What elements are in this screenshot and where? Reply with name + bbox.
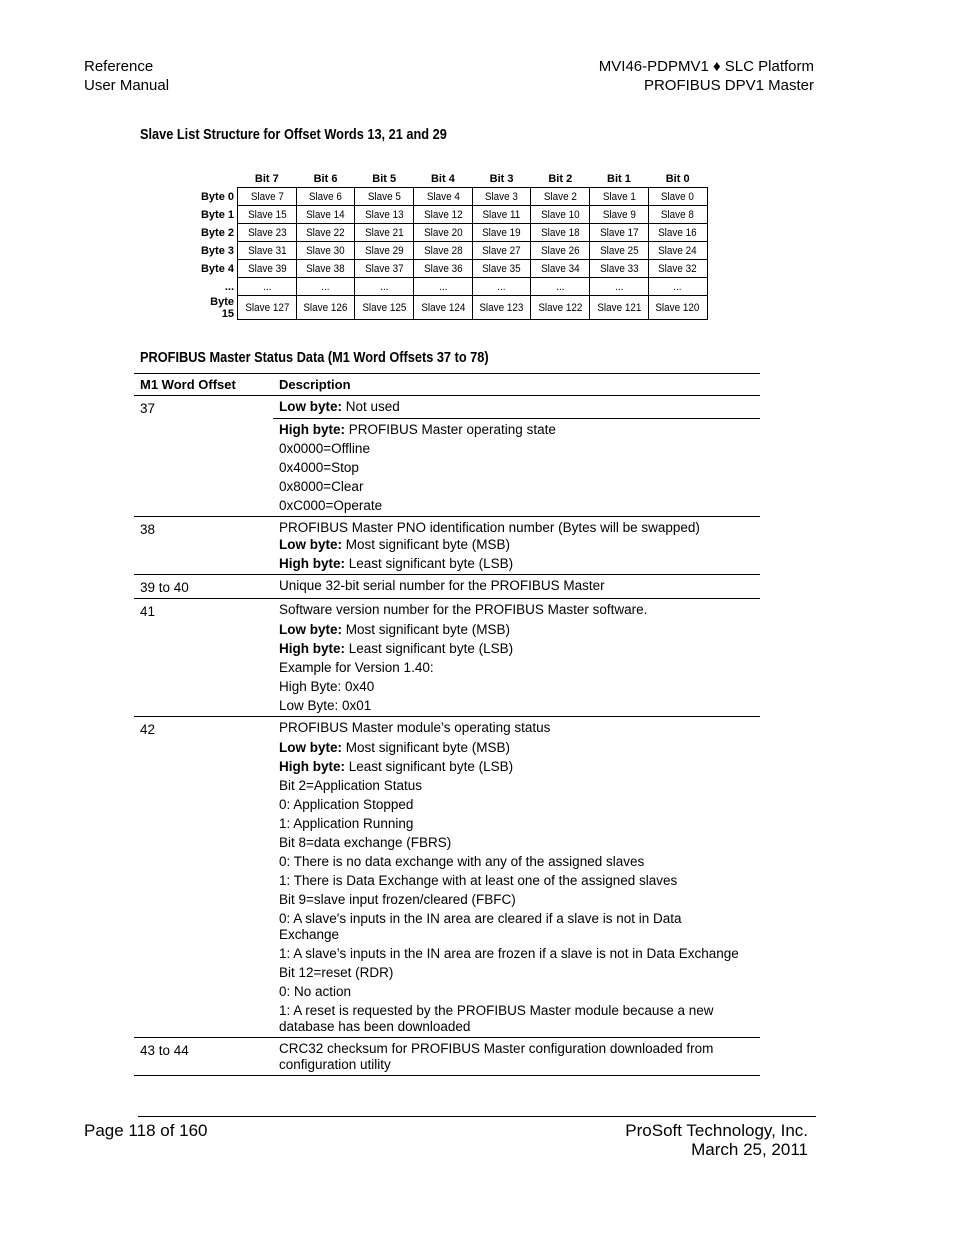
slave-cell: Slave 2: [534, 188, 587, 206]
slave-cell: ...: [593, 278, 646, 296]
slave-cell: Slave 17: [593, 224, 646, 242]
table-row: [134, 517, 760, 575]
slave-cell: Slave 0: [651, 188, 704, 206]
slave-cell: Slave 126: [299, 296, 352, 320]
slave-row: [198, 224, 707, 242]
header-product: MVI46-PDPMV1 ♦ SLC Platform: [598, 58, 814, 75]
slave-row: [198, 260, 707, 278]
slave-cell: Slave 35: [475, 260, 528, 278]
slave-cell: Slave 15: [240, 206, 293, 224]
slave-cell: Slave 37: [358, 260, 411, 278]
offset-cell: 37: [140, 401, 156, 416]
byte-label: Byte 15: [210, 295, 234, 320]
slave-cell: Slave 27: [475, 242, 528, 260]
offset-cell: 43 to 44: [140, 1043, 189, 1059]
slave-cell: Slave 28: [416, 242, 469, 260]
offset-cell: 42: [140, 722, 156, 738]
slave-cell: Slave 120: [651, 296, 704, 320]
offset-cell: 39 to 40: [140, 580, 189, 596]
slave-cell: Slave 38: [299, 260, 352, 278]
corner-cell: [198, 170, 238, 188]
slave-row: [198, 206, 707, 224]
slave-cell: Slave 30: [299, 242, 352, 260]
description-cell: CRC32 checksum for PROFIBUS Master configuration downloaded from configuration utility: [279, 1041, 714, 1072]
offset-cell: 41: [140, 604, 156, 620]
header-subtitle: PROFIBUS DPV1 Master: [643, 77, 814, 94]
slave-cell: Slave 122: [534, 296, 587, 320]
bit-header: Bit 3: [489, 172, 514, 185]
bit-header: Bit 5: [372, 172, 397, 185]
status-data-table: [134, 373, 760, 1076]
slave-cell: Slave 36: [416, 260, 469, 278]
bit-header: Bit 4: [430, 172, 455, 185]
footer-company: ProSoft Technology, Inc.: [625, 1121, 808, 1140]
slave-cell: Slave 123: [475, 296, 528, 320]
header-right: [599, 57, 814, 95]
byte-label: Byte 1: [200, 208, 234, 221]
slave-cell: ...: [358, 278, 411, 296]
slave-row: [198, 242, 707, 260]
header-section: Reference: [84, 58, 154, 75]
bit-header: Bit 6: [313, 172, 338, 185]
footer-date: March 25, 2011: [691, 1140, 808, 1159]
slave-cell: ...: [240, 278, 293, 296]
description-cell: Software version number for the PROFIBUS Master software. Low byte: Most significant byte (MSB) High byte: Least significant byte (LSB) Example for Version 1.40: High Byte: 0x40 Low Byte: 0x01: [279, 602, 648, 713]
footer-rule: [138, 1116, 816, 1117]
byte-label: Byte 4: [200, 262, 234, 275]
slave-cell: Slave 10: [534, 206, 587, 224]
slave-cell: Slave 19: [475, 224, 528, 242]
slave-row: [198, 188, 707, 206]
slave-cell: Slave 18: [534, 224, 587, 242]
table-row: [134, 599, 760, 717]
slave-cell: ...: [299, 278, 352, 296]
slave-cell: Slave 6: [299, 188, 352, 206]
slave-cell: Slave 16: [651, 224, 704, 242]
bit-header: Bit 2: [548, 172, 573, 185]
slave-cell: Slave 29: [358, 242, 411, 260]
footer-right: [625, 1121, 808, 1159]
slave-cell: Slave 1: [593, 188, 646, 206]
table-header-row: [134, 374, 760, 396]
col-header-offset: M1 Word Offset: [140, 377, 236, 392]
slave-cell: Slave 23: [240, 224, 293, 242]
bit-header: Bit 7: [254, 172, 279, 185]
slave-list-title: Slave List Structure for Offset Words 13, 21 and 29: [140, 127, 447, 143]
slave-cell: Slave 14: [299, 206, 352, 224]
slave-cell: ...: [651, 278, 704, 296]
header-left: [84, 57, 169, 95]
slave-cell: Slave 5: [358, 188, 411, 206]
description-cell: High byte: PROFIBUS Master operating state 0x0000=Offline 0x4000=Stop 0x8000=Clear 0xC000=Operate: [279, 421, 556, 513]
col-header-description: Description: [279, 377, 351, 392]
slave-cell: Slave 22: [299, 224, 352, 242]
slave-row: [198, 278, 707, 296]
status-data-title: PROFIBUS Master Status Data (M1 Word Offsets 37 to 78): [140, 350, 489, 366]
slave-cell: Slave 11: [475, 206, 528, 224]
slave-cell: Slave 4: [416, 188, 469, 206]
description-cell: Low byte: Not used: [279, 399, 400, 414]
slave-cell: Slave 8: [651, 206, 704, 224]
slave-cell: Slave 12: [416, 206, 469, 224]
slave-cell: Slave 39: [240, 260, 293, 278]
table-row: [134, 575, 760, 599]
slave-cell: Slave 9: [593, 206, 646, 224]
page-number: Page 118 of 160: [84, 1121, 208, 1140]
slave-list-table: [198, 170, 708, 320]
bit-header: Bit 0: [665, 172, 690, 185]
table-row: [134, 1038, 760, 1076]
byte-label: Byte 0: [200, 190, 234, 203]
slave-cell: Slave 26: [534, 242, 587, 260]
slave-cell: Slave 3: [475, 188, 528, 206]
slave-cell: Slave 24: [651, 242, 704, 260]
byte-label: Byte 2: [200, 226, 234, 239]
byte-label: Byte 3: [200, 244, 234, 257]
slave-cell: Slave 13: [358, 206, 411, 224]
slave-cell: ...: [534, 278, 587, 296]
slave-cell: ...: [475, 278, 528, 296]
bit-header: Bit 1: [607, 172, 631, 185]
slave-cell: ...: [416, 278, 469, 296]
slave-cell: Slave 125: [358, 296, 411, 320]
table-row: [134, 396, 760, 419]
offset-cell: 38: [140, 522, 156, 538]
slave-cell: Slave 21: [358, 224, 411, 242]
slave-header-row: [198, 170, 707, 188]
byte-label: ...: [224, 280, 234, 293]
description-cell: PROFIBUS Master module’s operating status Low byte: Most significant byte (MSB) High byte: Least significant byte (LSB) Bit 2=Application Status 0: Application Stopped 1: Application Running Bit 8=data exchange (FBRS) 0: There is no data exchange with any of the assigned slaves 1: There is Data Exchange with at least one of the assigned slaves Bit 9=slave input frozen/cleared (FBFC) 0: A slave's inputs in the IN area are cleared if a slave is not in Data Exchange 1: A slave’s inputs in the IN area are frozen if a slave is not in Data Exchange Bit 12=reset (RDR) 0: No action 1: A reset is requested by the PROFIBUS Master module because a new database has been downloaded: [279, 720, 739, 1034]
slave-cell: Slave 32: [651, 260, 704, 278]
description-cell: Unique 32-bit serial number for the PROFIBUS Master: [279, 578, 605, 594]
slave-cell: Slave 127: [240, 296, 293, 320]
slave-cell: Slave 34: [534, 260, 587, 278]
slave-cell: Slave 124: [416, 296, 469, 320]
header-doc-type: User Manual: [84, 77, 170, 94]
slave-row: [198, 296, 707, 320]
slave-cell: Slave 121: [593, 296, 646, 320]
slave-cell: Slave 7: [240, 188, 293, 206]
description-cell: PROFIBUS Master PNO identification number (Bytes will be swapped) Low byte: Most significant byte (MSB) High byte: Least significant byte (LSB): [279, 520, 700, 571]
table-row: [134, 717, 760, 1038]
slave-cell: Slave 33: [593, 260, 646, 278]
slave-cell: Slave 31: [240, 242, 293, 260]
slave-cell: Slave 20: [416, 224, 469, 242]
slave-cell: Slave 25: [593, 242, 646, 260]
